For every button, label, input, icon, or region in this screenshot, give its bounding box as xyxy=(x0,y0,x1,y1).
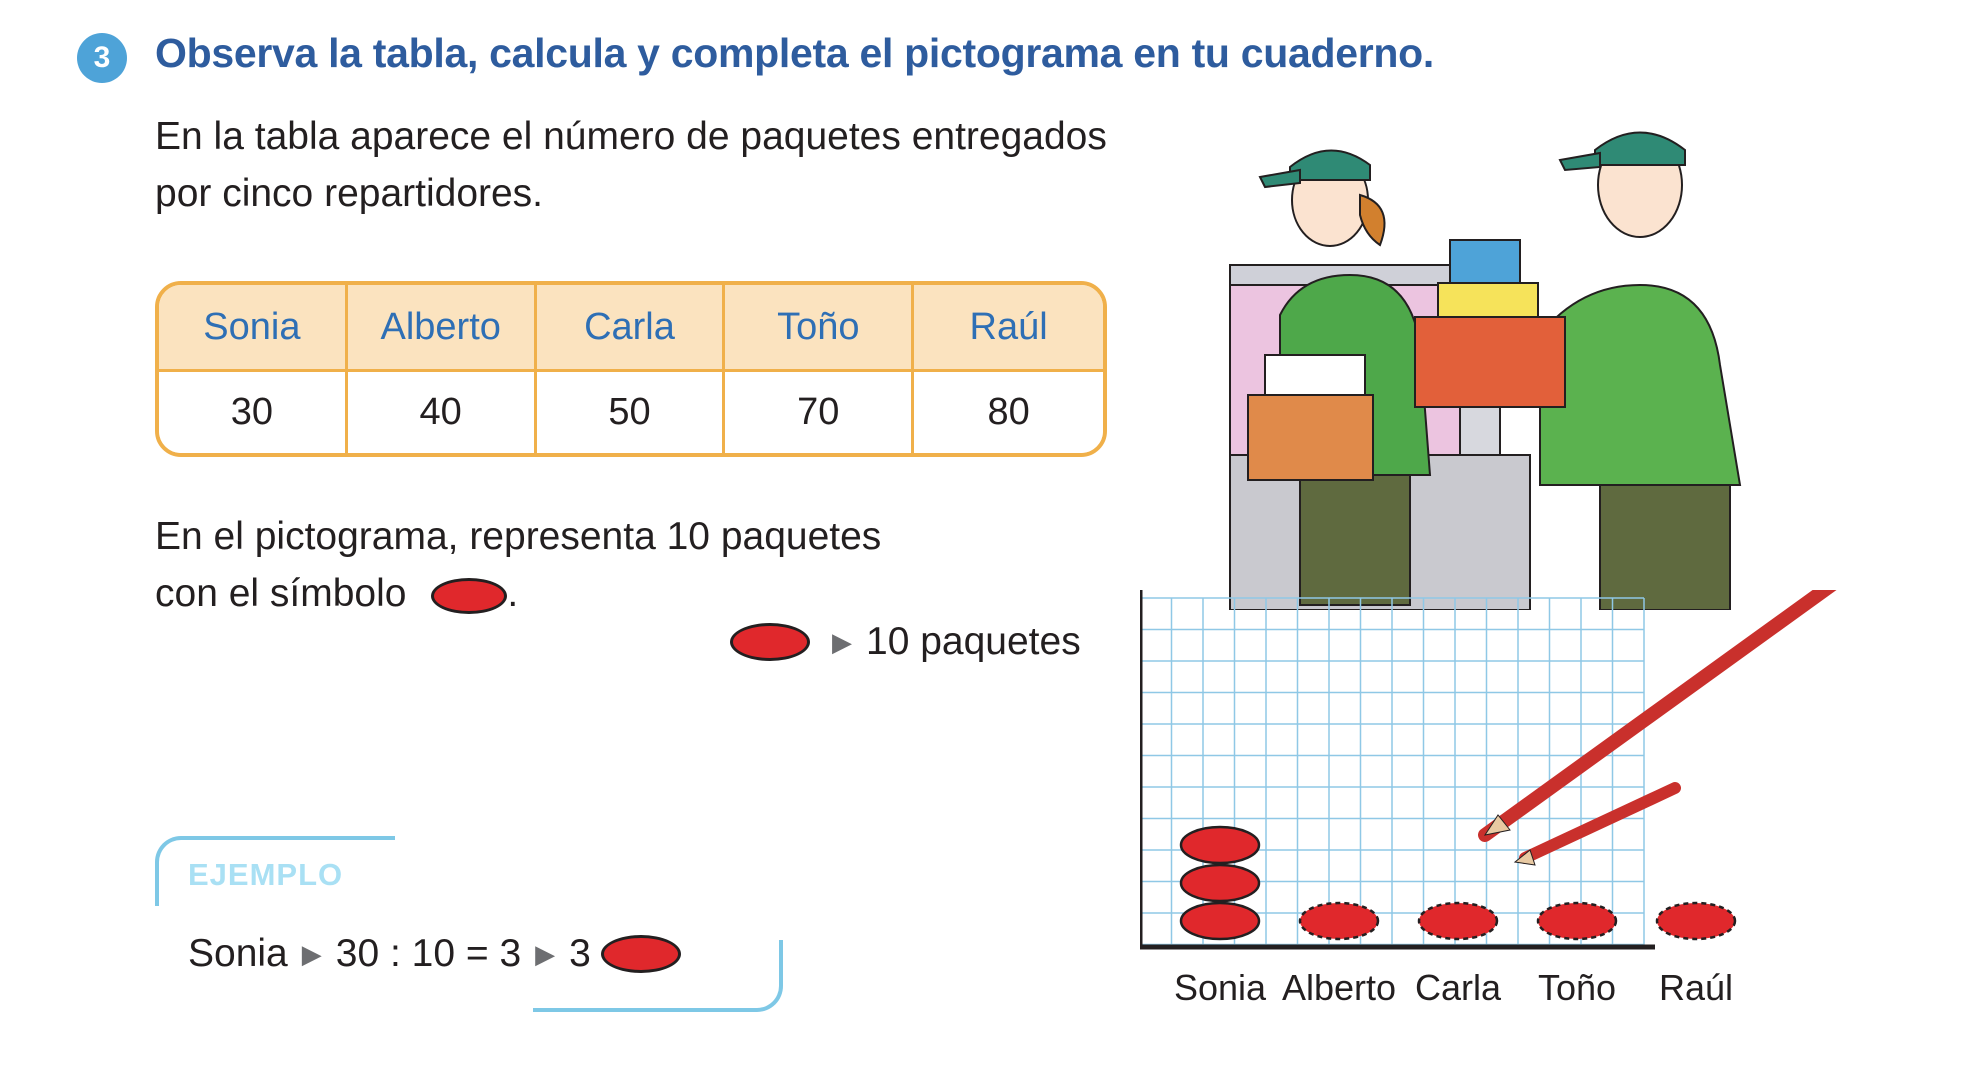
pictogram-labels xyxy=(1174,967,1733,1008)
ejemplo-label: EJEMPLO xyxy=(188,857,344,892)
instruction-text xyxy=(155,508,881,622)
pictogram-placeholder-symbol xyxy=(1419,903,1497,939)
pictogram-category-label: Sonia xyxy=(1173,967,1267,1008)
table-value-cell: 80 xyxy=(914,372,1103,453)
table-value-cell: 30 xyxy=(159,372,348,453)
pictogram-symbols xyxy=(1181,827,1735,939)
legend-oval-icon xyxy=(730,623,810,661)
pictogram-chart xyxy=(1140,590,1960,1030)
table-value-cell: 70 xyxy=(725,372,914,453)
pictogram-category-label: Carla xyxy=(1414,967,1502,1008)
table-value-cell: 50 xyxy=(537,372,726,453)
table-header-cell: Carla xyxy=(537,285,726,372)
symbol-oval-icon xyxy=(431,578,507,614)
pictogram-placeholder-symbol xyxy=(1657,903,1735,939)
legend-text: 10 paquetes xyxy=(866,620,1081,663)
intro-text xyxy=(155,108,1195,222)
pictogram-symbol xyxy=(1181,865,1259,901)
delivery-workers-illustration xyxy=(1220,125,1900,610)
ejemplo-name: Sonia xyxy=(188,932,288,975)
exercise-title: Observa la tabla, calcula y completa el pictograma en tu cuaderno. xyxy=(155,30,1434,76)
pictogram-placeholder-symbol xyxy=(1538,903,1616,939)
ejemplo-result: 3 xyxy=(569,932,591,975)
ejemplo-row xyxy=(188,932,681,976)
instruction-line-1: En el pictograma, representa 10 paquetes xyxy=(155,515,882,558)
intro-line-1: En la tabla aparece el número de paquetes entregados xyxy=(155,115,1107,158)
pencil-icon xyxy=(1485,590,1880,835)
pictogram-symbol xyxy=(1181,903,1259,939)
pictogram-category-label: Toño xyxy=(1537,967,1617,1008)
pictogram-placeholder-symbol xyxy=(1300,903,1378,939)
table-header-cell: Toño xyxy=(725,285,914,372)
table-value-cell: 40 xyxy=(348,372,537,453)
arrow-right-icon: ▶ xyxy=(535,938,556,969)
arrow-right-icon: ▶ xyxy=(301,938,322,969)
table-header-cell: Raúl xyxy=(914,285,1103,372)
instruction-line-2: con el símbolo xyxy=(155,572,407,615)
arrow-right-icon: ▶ xyxy=(832,626,852,657)
exercise-number: 3 xyxy=(77,33,127,83)
pictogram-symbol xyxy=(1181,827,1259,863)
instruction-period: . xyxy=(507,572,519,615)
ejemplo-operation: 30 : 10 = 3 xyxy=(335,932,522,975)
legend xyxy=(730,620,1081,664)
data-table xyxy=(155,281,1107,457)
pictogram-category-label: Alberto xyxy=(1281,967,1397,1008)
ejemplo-oval-icon xyxy=(601,935,681,973)
table-header-cell: Sonia xyxy=(159,285,348,372)
pictogram-category-label: Raúl xyxy=(1658,967,1734,1008)
intro-line-2: por cinco repartidores. xyxy=(155,172,544,215)
table-header-cell: Alberto xyxy=(348,285,537,372)
